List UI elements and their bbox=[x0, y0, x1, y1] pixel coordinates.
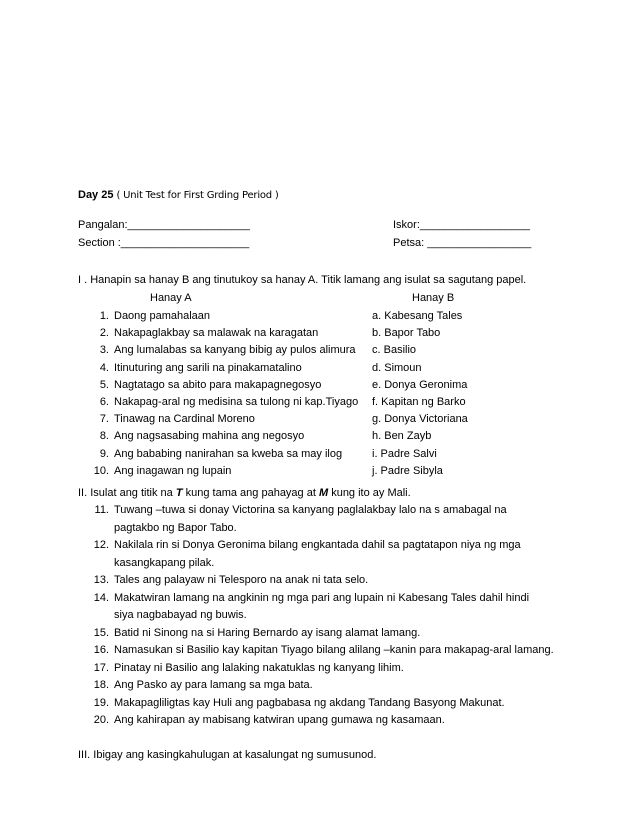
score-field: Iskor:__________________ bbox=[393, 219, 531, 231]
item-number: 20. bbox=[93, 714, 109, 726]
item-option: b. Bapor Tabo bbox=[372, 327, 441, 340]
item-number: 16. bbox=[93, 644, 109, 656]
part2-instruction bbox=[78, 485, 411, 502]
date-field: Petsa: _________________ bbox=[393, 237, 532, 249]
item-option: j. Padre Sibyla bbox=[372, 464, 443, 477]
item-statement: Nakilala rin si Donya Geronima bilang engkantada dahil sa pagtatapon niya ng mga bbox=[114, 539, 521, 551]
day-label: Day 25 bbox=[78, 189, 114, 201]
item-number: 10. bbox=[93, 464, 109, 477]
item-number: 13. bbox=[93, 574, 109, 586]
item-statement: Namasukan si Basilio kay kapitan Tiyago bilang alilang –kanin para makapag-aral lamang. bbox=[114, 644, 554, 656]
item-text: Ang nagsasabing mahina ang negosyo bbox=[114, 430, 305, 443]
item-number: 6. bbox=[99, 396, 109, 408]
item-number: 11. bbox=[94, 504, 109, 516]
item-number: 8. bbox=[99, 430, 109, 443]
item-option: f. Kapitan ng Barko bbox=[372, 396, 466, 408]
item-number: 17. bbox=[93, 661, 109, 674]
section-field: Section :_____________________ bbox=[78, 237, 250, 249]
item-option: a. Kabesang Tales bbox=[372, 310, 463, 322]
item-text: Tinawag na Cardinal Moreno bbox=[114, 413, 255, 426]
false-letter: M bbox=[318, 487, 329, 499]
column-b-heading: Hanay B bbox=[412, 292, 455, 304]
item-text: Ang inagawan ng lupain bbox=[114, 464, 232, 477]
item-number: 19. bbox=[93, 696, 109, 709]
part2-instruction-pre: II. Isulat ang titik na bbox=[78, 487, 176, 499]
item-option: c. Basilio bbox=[372, 344, 417, 357]
item-text: Nagtatago sa abito para makapagnegosyo bbox=[114, 378, 322, 391]
item-statement-continued: pagtakbo ng Bapor Tabo. bbox=[114, 521, 237, 534]
true-letter: T bbox=[175, 487, 183, 499]
item-text: Ang lumalabas sa kanyang bibig ay pulos alimura bbox=[114, 344, 356, 357]
name-field: Pangalan:____________________ bbox=[78, 219, 250, 231]
item-statement: Pinatay ni Basilio ang lalaking nakatuklas ng kanyang lihim. bbox=[114, 661, 404, 674]
item-number: 1. bbox=[99, 310, 109, 322]
item-statement-continued: kasangkapang pilak. bbox=[114, 556, 215, 569]
item-option: i. Padre Salvi bbox=[372, 447, 437, 460]
item-text: Daong pamahalaan bbox=[114, 310, 211, 322]
item-number: 18. bbox=[93, 679, 109, 691]
item-text: Nakapaglakbay sa malawak na karagatan bbox=[114, 327, 319, 340]
item-number: 5. bbox=[99, 378, 109, 391]
item-option: e. Donya Geronima bbox=[372, 378, 468, 391]
item-statement: Ang Pasko ay para lamang sa mga bata. bbox=[114, 679, 313, 691]
part2-instruction-post: kung ito ay Mali. bbox=[328, 487, 411, 499]
test-subtitle: ( Unit Test for First Grding Period ) bbox=[113, 190, 279, 201]
part2-instruction-mid: kung tama ang pahayag at bbox=[182, 487, 319, 499]
part3-instruction: III. Ibigay ang kasingkahulugan at kasalungat ng sumusunod. bbox=[78, 749, 377, 761]
item-number: 7. bbox=[99, 413, 109, 426]
item-number: 4. bbox=[99, 361, 109, 374]
item-number: 3. bbox=[99, 344, 109, 357]
item-text: Ang bababing nanirahan sa kweba sa may ilog bbox=[114, 447, 343, 460]
item-option: d. Simoun bbox=[372, 361, 422, 374]
item-statement-continued: siya nagbabayad ng buwis. bbox=[114, 609, 247, 621]
item-statement: Tuwang –tuwa si donay Victorina sa kanyang paglalakbay lalo na s amabagal na bbox=[114, 504, 507, 516]
item-statement: Makatwiran lamang na angkinin ng mga pari ang lupain ni Kabesang Tales dahil hindi bbox=[114, 591, 530, 604]
item-number: 2. bbox=[99, 327, 109, 340]
item-text: Itinuturing ang sarili na pinakamatalino bbox=[114, 361, 302, 374]
column-a-heading: Hanay A bbox=[150, 292, 192, 304]
item-number: 9. bbox=[99, 447, 109, 460]
item-statement: Ang kahirapan ay mabisang katwiran upang gumawa ng kasamaan. bbox=[114, 714, 445, 726]
item-option: g. Donya Victoriana bbox=[372, 413, 468, 426]
item-statement: Tales ang palayaw ni Telesporo na anak ni tata selo. bbox=[114, 574, 369, 586]
item-number: 12. bbox=[93, 539, 109, 551]
item-number: 14. bbox=[93, 591, 109, 604]
item-text: Nakapag-aral ng medisina sa tulong ni kap.Tiyago bbox=[114, 396, 359, 408]
page-title bbox=[78, 187, 279, 204]
part1-instruction: I . Hanapin sa hanay B ang tinutukoy sa hanay A. Titik lamang ang isulat sa sagutang papel. bbox=[78, 274, 527, 286]
item-statement: Batid ni Sinong na si Haring Bernardo ay isang alamat lamang. bbox=[114, 626, 421, 639]
item-option: h. Ben Zayb bbox=[372, 430, 432, 443]
item-number: 15. bbox=[93, 626, 109, 639]
item-statement: Makapagliligtas kay Huli ang pagbabasa ng akdang Tandang Basyong Makunat. bbox=[114, 696, 505, 709]
